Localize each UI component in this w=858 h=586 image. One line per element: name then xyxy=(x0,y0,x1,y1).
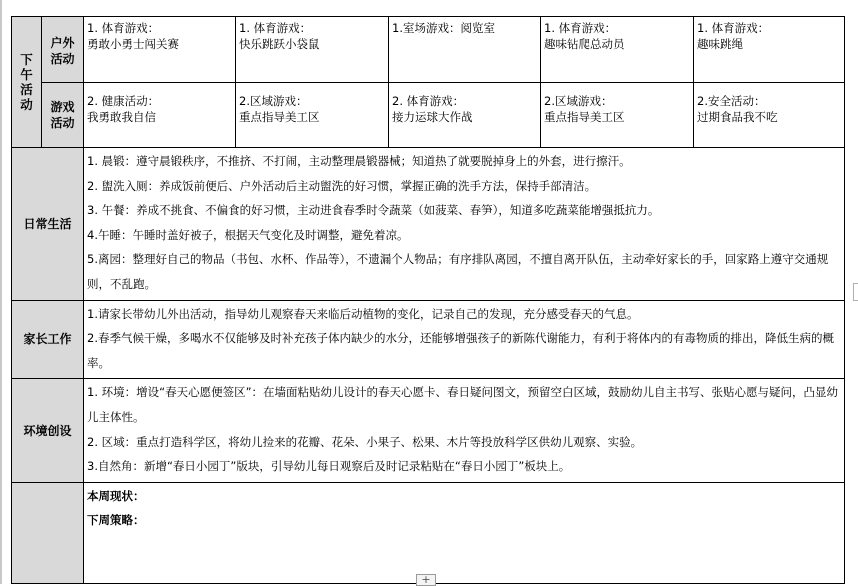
outdoor-cell-1-title: 1. 体育游戏： xyxy=(87,21,160,35)
outdoor-cell-3-title: 1.室场游戏：阅览室 xyxy=(392,21,495,35)
weekly-plan-table xyxy=(11,16,845,584)
afternoon-game-row xyxy=(12,83,845,148)
parents-work-content[interactable] xyxy=(84,300,845,379)
afternoon-outdoor-row xyxy=(12,17,845,83)
parents-item-1: 1.请家长带幼儿外出活动，指导幼儿观察春天来临后动植物的变化，记录自己的发现，充分感受春天的气息。 xyxy=(87,306,639,321)
game-cell-5-title: 2.安全活动： xyxy=(697,94,766,108)
afternoon-activity-label xyxy=(12,17,42,148)
outdoor-cell-3[interactable] xyxy=(389,17,541,83)
outdoor-cell-2-content: 快乐跳跃小袋鼠 xyxy=(239,37,320,51)
summary-row xyxy=(12,482,845,583)
daily-life-item-1: 1. 晨锻：遵守晨锻秩序，不推挤、不打闹，主动整理晨锻器械；知道热了就要脱掉身上的外套，进行擦汗。 xyxy=(87,154,631,168)
game-cell-2-title: 2.区域游戏： xyxy=(239,94,308,108)
outdoor-cell-4-title: 1. 体育游戏： xyxy=(544,21,617,35)
outdoor-activity-label-text: 户外活动 xyxy=(50,36,75,66)
outdoor-cell-1-content: 勇敢小勇士闯关赛 xyxy=(87,37,179,51)
parents-row xyxy=(12,300,845,379)
game-activity-label-text: 游戏活动 xyxy=(50,100,75,130)
parents-item-2: 2.春季气候干燥，多喝水不仅能够及时补充孩子体内缺少的水分，还能够增强孩子的新陈代谢能力，有利于将体内的有毒物质的排出，降低生病的概率。 xyxy=(87,331,834,370)
environment-label-text: 环境创设 xyxy=(23,423,72,438)
summary-content[interactable] xyxy=(84,482,845,583)
table-move-handle[interactable] xyxy=(416,574,436,586)
environment-item-3: 3.自然角：新增“春日小园丁”版块，引导幼儿每日观察后及时记录粘贴在“春日小园丁”板块上。 xyxy=(87,459,571,474)
game-cell-4-content: 重点指导美工区 xyxy=(544,110,625,124)
environment-label xyxy=(12,379,84,482)
environment-item-2: 2. 区域：重点打造科学区，将幼儿捡来的花瓣、花朵、小果子、松果、木片等投放科学区供幼儿观察、实验。 xyxy=(87,434,643,449)
outdoor-cell-4-content: 趣味钻爬总动员 xyxy=(544,37,625,51)
game-cell-3-title: 2. 体育游戏： xyxy=(392,94,465,108)
daily-life-item-3: 3. 午餐：养成不挑食、不偏食的好习惯，主动进食春季时令蔬菜（如菠菜、春笋），知道多吃蔬菜能增强抵抗力。 xyxy=(87,203,660,218)
page-left-border xyxy=(0,0,2,584)
game-cell-3[interactable] xyxy=(389,83,541,148)
daily-life-label xyxy=(12,148,84,301)
game-cell-3-content: 接力运球大作战 xyxy=(392,110,473,124)
daily-life-item-4: 4.午睡：午睡时盖好被子，根据天气变化及时调整，避免着凉。 xyxy=(87,227,409,242)
game-cell-2[interactable] xyxy=(236,83,389,148)
game-cell-1-content: 我勇敢我自信 xyxy=(87,110,156,124)
outdoor-activity-label xyxy=(42,17,84,83)
daily-life-row xyxy=(12,148,845,301)
right-edge-marker xyxy=(853,283,858,301)
current-status-label: 本周现状： xyxy=(87,488,145,503)
game-cell-4[interactable] xyxy=(541,83,694,148)
daily-life-label-text: 日常生活 xyxy=(23,216,72,231)
next-week-strategy-label: 下周策略： xyxy=(87,512,145,527)
outdoor-cell-5-content: 趣味跳绳 xyxy=(697,37,743,51)
outdoor-cell-5[interactable] xyxy=(694,17,845,83)
summary-label-cell xyxy=(12,482,84,583)
daily-life-item-2: 2. 盥洗入厕：养成饭前便后、户外活动后主动盥洗的好习惯，掌握正确的洗手方法，保持手部清洁。 xyxy=(87,178,597,193)
plus-icon: + xyxy=(421,573,431,586)
game-cell-5[interactable] xyxy=(694,83,845,148)
outdoor-cell-4[interactable] xyxy=(541,17,694,83)
game-cell-4-title: 2.区域游戏： xyxy=(544,94,613,108)
outdoor-cell-5-title: 1. 体育游戏： xyxy=(697,21,770,35)
environment-row xyxy=(12,379,845,482)
game-cell-1[interactable] xyxy=(84,83,236,148)
daily-life-item-5: 5.离园：整理好自己的物品（书包、水杯、作品等），不遗漏个人物品；有序排队离园，不擅自离开队伍，主动牵好家长的手，回家路上遵守交通规则，不乱跑。 xyxy=(87,252,829,291)
outdoor-cell-2-title: 1. 体育游戏： xyxy=(239,21,312,35)
afternoon-activity-label-text: 下午活动 xyxy=(20,52,33,112)
game-cell-5-content: 过期食品我不吃 xyxy=(697,110,778,124)
game-cell-2-content: 重点指导美工区 xyxy=(239,110,320,124)
outdoor-cell-2[interactable] xyxy=(236,17,389,83)
game-activity-label xyxy=(42,83,84,148)
daily-life-content[interactable] xyxy=(84,148,845,301)
game-cell-1-title: 2. 健康活动： xyxy=(87,94,160,108)
environment-item-1: 1. 环境：增设“春天心愿便签区”：在墙面粘贴幼儿设计的春天心愿卡、春日疑问图文，预留空白区域，鼓励幼儿自主书写、张贴心愿与疑问，凸显幼儿主体性。 xyxy=(87,385,839,424)
parents-work-label xyxy=(12,300,84,379)
environment-content[interactable] xyxy=(84,379,845,482)
parents-work-label-text: 家长工作 xyxy=(23,332,72,347)
outdoor-cell-1[interactable] xyxy=(84,17,236,83)
